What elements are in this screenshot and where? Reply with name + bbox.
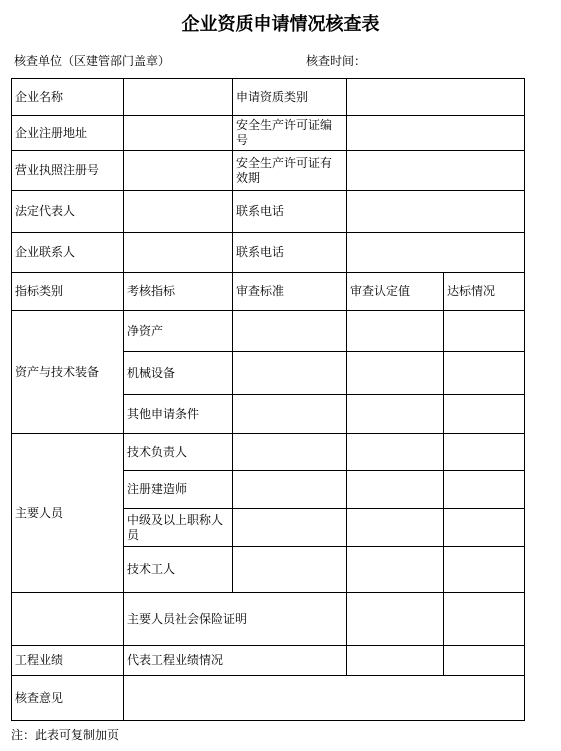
- header-review-value: 审查认定值: [347, 273, 444, 311]
- business-license-label: 营业执照注册号: [12, 151, 124, 191]
- contact-phone-value[interactable]: [347, 233, 525, 273]
- header-assessment-indicator: 考核指标: [124, 273, 233, 311]
- table-cell[interactable]: [347, 352, 444, 395]
- phone-value[interactable]: [347, 191, 525, 233]
- header-indicator-category: 指标类别: [12, 273, 124, 311]
- inspection-unit-label: 核查单位（区建管部门盖章）: [14, 54, 171, 68]
- table-cell[interactable]: [444, 646, 525, 676]
- table-row: [12, 116, 525, 151]
- mid-senior-title-label: 中级及以上职称人员: [124, 509, 233, 547]
- footnote: 注：此表可复制加页: [11, 728, 120, 742]
- qualification-type-value[interactable]: [347, 79, 525, 116]
- header-compliance: 达标情况: [444, 273, 525, 311]
- contact-phone-label: 联系电话: [233, 233, 347, 273]
- table-cell[interactable]: [444, 352, 525, 395]
- machinery-label: 机械设备: [124, 352, 233, 395]
- table-cell[interactable]: [347, 593, 444, 646]
- table-cell[interactable]: [347, 646, 444, 676]
- table-cell[interactable]: [347, 311, 444, 352]
- table-cell[interactable]: [233, 352, 347, 395]
- technical-director-label: 技术负责人: [124, 434, 233, 471]
- qualification-type-label: 申请资质类别: [233, 79, 347, 116]
- table-cell[interactable]: [233, 471, 347, 509]
- table-cell[interactable]: [233, 311, 347, 352]
- table-row: [12, 593, 525, 646]
- table-header-row: [12, 273, 525, 311]
- table-row: [12, 151, 525, 191]
- safety-license-validity-label: 安全生产许可证有效期: [233, 151, 347, 191]
- registered-constructor-label: 注册建造师: [124, 471, 233, 509]
- table-row: [12, 676, 525, 721]
- table-cell[interactable]: [444, 509, 525, 547]
- key-personnel-label: 主要人员: [12, 434, 124, 593]
- representative-projects-label: 代表工程业绩情况: [124, 646, 347, 676]
- table-row: [12, 311, 525, 352]
- contact-person-value[interactable]: [124, 233, 233, 273]
- page-title: 企业资质申请情况核查表: [181, 14, 380, 35]
- review-opinion-value[interactable]: [124, 676, 525, 721]
- table-cell[interactable]: [444, 311, 525, 352]
- header-review-standard: 审查标准: [233, 273, 347, 311]
- contact-person-label: 企业联系人: [12, 233, 124, 273]
- review-opinion-label: 核查意见: [12, 676, 124, 721]
- table-row: [12, 79, 525, 116]
- table-cell[interactable]: [233, 395, 347, 434]
- safety-license-no-value[interactable]: [347, 116, 525, 151]
- table-cell[interactable]: [347, 471, 444, 509]
- legal-representative-value[interactable]: [124, 191, 233, 233]
- table-row: [12, 646, 525, 676]
- table-row: [12, 233, 525, 273]
- table-cell[interactable]: [233, 434, 347, 471]
- company-name-label: 企业名称: [12, 79, 124, 116]
- other-conditions-label: 其他申请条件: [124, 395, 233, 434]
- table-cell[interactable]: [347, 434, 444, 471]
- table-row: [12, 434, 525, 471]
- phone-label: 联系电话: [233, 191, 347, 233]
- table-row: [12, 191, 525, 233]
- table-cell[interactable]: [347, 547, 444, 593]
- table-cell[interactable]: [347, 509, 444, 547]
- social-insurance-label: 主要人员社会保险证明: [124, 593, 347, 646]
- business-license-value[interactable]: [124, 151, 233, 191]
- table-cell: [12, 593, 124, 646]
- table-cell[interactable]: [444, 593, 525, 646]
- project-performance-label: 工程业绩: [12, 646, 124, 676]
- assets-equipment-label: 资产与技术装备: [12, 311, 124, 434]
- safety-license-validity-value[interactable]: [347, 151, 525, 191]
- legal-representative-label: 法定代表人: [12, 191, 124, 233]
- table-cell[interactable]: [444, 434, 525, 471]
- table-cell[interactable]: [444, 547, 525, 593]
- table-cell[interactable]: [233, 547, 347, 593]
- company-name-value[interactable]: [124, 79, 233, 116]
- net-assets-label: 净资产: [124, 311, 233, 352]
- table-cell[interactable]: [347, 395, 444, 434]
- inspection-table: [11, 78, 525, 721]
- table-cell[interactable]: [444, 395, 525, 434]
- technical-workers-label: 技术工人: [124, 547, 233, 593]
- table-cell[interactable]: [233, 509, 347, 547]
- safety-license-no-label: 安全生产许可证编号: [233, 116, 347, 151]
- registered-address-value[interactable]: [124, 116, 233, 151]
- table-cell[interactable]: [444, 471, 525, 509]
- registered-address-label: 企业注册地址: [12, 116, 124, 151]
- inspection-time-label: 核查时间：: [306, 54, 367, 68]
